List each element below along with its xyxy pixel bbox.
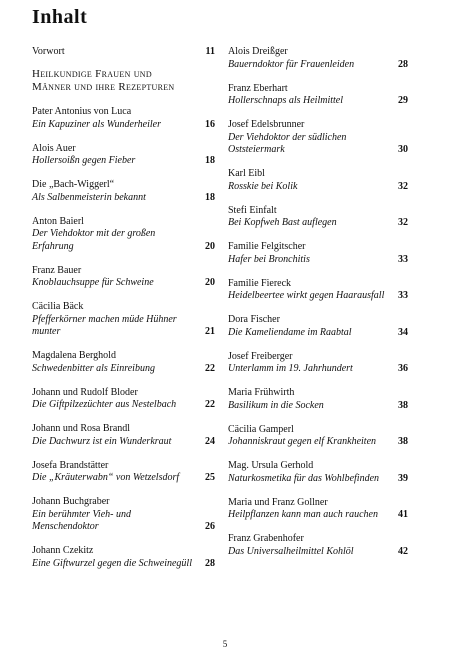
toc-entry-subtitle: Hafer bei Bronchitis: [228, 253, 310, 265]
toc-entry[interactable]: [32, 106, 215, 131]
section-heading: [32, 68, 215, 94]
toc-entry-subtitle: Die Kameliendame im Raabtal: [228, 326, 352, 338]
toc-entry-page: 16: [205, 118, 215, 130]
toc-entry-subtitle: Heilpflanzen kann man auch rauchen: [228, 509, 378, 520]
toc-entry-subtitle: Bauerndoktor für Frauenleiden: [228, 58, 355, 70]
toc-entry[interactable]: [32, 387, 215, 412]
toc-entry-page: 22: [205, 399, 215, 410]
toc-entry-page: 20: [205, 277, 215, 288]
toc-entry[interactable]: [32, 496, 215, 534]
toc-entry-page: 18: [205, 191, 215, 203]
toc-entry-subtitle: Knoblauchsuppe für Schweine: [32, 277, 154, 288]
toc-entry-page: 33: [398, 253, 408, 265]
toc-entry[interactable]: [228, 460, 408, 485]
toc-entry-author: Anton Baierl: [32, 215, 84, 227]
toc-entry-subtitle: Unterlamm im 19. Jahrhundert: [228, 363, 353, 374]
toc-entry[interactable]: [32, 143, 215, 168]
toc-right-column: [228, 46, 408, 570]
toc-entry-vorwort[interactable]: [32, 46, 215, 59]
toc-entry-author: Alois Auer: [32, 142, 76, 154]
toc-entry-subtitle: Bei Kopfweh Bast auflegen: [228, 217, 337, 228]
toc-entry-author: Stefi Einfalt: [228, 204, 277, 216]
toc-entry-author: Franz Grabenhofer: [228, 533, 304, 544]
toc-entry-page: 32: [398, 217, 408, 228]
toc-entry-author: Karl Eibl: [228, 168, 265, 179]
toc-entry-subtitle: Die Giftpilzezüchter aus Nestelbach: [32, 399, 177, 410]
toc-entry-subtitle: Die Dachwurz ist ein Wunderkraut: [32, 435, 172, 447]
toc-entry-author: Johann und Rudolf Bloder: [32, 386, 138, 398]
toc-entry-subtitle: Die „Kräuterwabn“ von Wetzelsdorf: [32, 472, 180, 483]
toc-entry-page: 38: [398, 436, 408, 447]
toc-entry-subtitle: Schwedenbitter als Einreibung: [32, 362, 155, 374]
toc-entry-author: Familie Fiereck: [228, 277, 292, 289]
toc-entry-page: 38: [398, 399, 408, 411]
toc-entry[interactable]: [228, 533, 408, 558]
toc-entry[interactable]: [32, 350, 215, 375]
section-heading-line-1: Heilkundige Frauen und: [32, 68, 152, 80]
toc-entry-subtitle: Heidelbeertee wirkt gegen Haarausfall: [228, 290, 385, 301]
toc-entry-subtitle: Hollersoißn gegen Fieber: [32, 155, 136, 166]
toc-entry-author: Josefa Brandstätter: [32, 459, 109, 471]
toc-entry-page: 33: [398, 290, 408, 301]
toc-entry-subtitle: Der Viehdoktor der südlichen Oststeiermark: [228, 131, 347, 155]
toc-entry-author: Die „Bach-Wiggerl“: [32, 179, 115, 190]
toc-entry-author: Pater Antonius von Luca: [32, 106, 132, 117]
toc-entry[interactable]: [32, 216, 215, 254]
toc-entry-page: 39: [398, 472, 408, 484]
page-number: 5: [222, 639, 228, 649]
toc-entry-author: Dora Fischer: [228, 314, 280, 325]
toc-entry[interactable]: [228, 314, 408, 339]
toc-entry-page: 29: [398, 95, 408, 106]
toc-entry[interactable]: [228, 497, 408, 522]
toc-entry-subtitle: Ein berühmter Vieh- und Menschendoktor: [32, 508, 131, 532]
toc-entry[interactable]: [228, 83, 408, 108]
toc-entry-author: Familie Felgitscher: [228, 241, 306, 252]
toc-entry-page: 28: [205, 557, 215, 569]
toc-entry-author: Mag. Ursula Gerhold: [228, 460, 314, 471]
toc-entry-author: Josef Edelsbrunner: [228, 119, 305, 130]
toc-entry-page: 18: [205, 155, 215, 166]
toc-entry-subtitle: Eine Giftwurzel gegen die Schweinegüll: [32, 557, 192, 569]
toc-entry-page: 22: [205, 362, 215, 374]
toc-entry[interactable]: [32, 179, 215, 204]
toc-entry[interactable]: [32, 460, 215, 485]
toc-entry[interactable]: [228, 424, 408, 449]
section-heading-line-2: Männer und ihre Rezepturen: [32, 81, 175, 93]
toc-entry-page: 20: [205, 240, 215, 252]
toc-left-column: [32, 46, 215, 582]
toc-entry-author: Johann und Rosa Brandl: [32, 423, 131, 434]
toc-entry-subtitle: Hollerschnaps als Heilmittel: [228, 95, 343, 106]
toc-entry-author: Josef Freiberger: [228, 350, 293, 362]
toc-entry-subtitle: Der Viehdoktor mit der großen Erfahrung: [32, 228, 156, 252]
toc-entry-author: Franz Eberhart: [228, 82, 288, 94]
page-title: Inhalt: [32, 6, 88, 28]
toc-entry-subtitle: Als Salbenmeisterin bekannt: [32, 191, 146, 203]
toc-entry-page: 28: [398, 58, 408, 70]
toc-entry-subtitle: Basilikum in die Socken: [228, 399, 324, 411]
toc-entry-author: Magdalena Berghold: [32, 350, 116, 361]
toc-entry-label: Vorwort: [32, 46, 65, 57]
toc-entry[interactable]: [228, 205, 408, 230]
toc-entry-subtitle: Ein Kapuziner als Wunderheiler: [32, 118, 161, 130]
toc-entry[interactable]: [228, 241, 408, 266]
toc-entry[interactable]: [32, 265, 215, 290]
toc-entry-page: 32: [398, 180, 408, 192]
toc-entry-author: Cäcilia Bäck: [32, 301, 84, 312]
toc-entry-author: Alois Dreißger: [228, 46, 288, 57]
toc-entry-author: Maria und Franz Gollner: [228, 496, 328, 508]
toc-entry-subtitle: Naturkosmetika für das Wohlbefinden: [228, 472, 380, 484]
toc-entry[interactable]: [32, 423, 215, 448]
toc-entry-subtitle: Pfefferkörner machen müde Hühner munter: [32, 313, 177, 337]
toc-entry-subtitle: Das Universalheilmittel Kohlöl: [228, 545, 354, 557]
toc-entry-page: 25: [205, 472, 215, 483]
toc-entry-page: 42: [398, 545, 408, 557]
toc-entry-author: Franz Bauer: [32, 264, 82, 276]
toc-entry-author: Johann Buchgraber: [32, 496, 110, 507]
toc-entry-page: 26: [205, 521, 215, 532]
toc-entry[interactable]: [228, 46, 408, 71]
toc-entry-page: 34: [398, 326, 408, 338]
toc-entry-author: Cäcilia Gamperl: [228, 423, 294, 435]
toc-entry-page: 30: [398, 144, 408, 155]
toc-entry[interactable]: [228, 351, 408, 376]
toc-entry-page: 24: [205, 435, 215, 447]
toc-entry-page: 11: [205, 46, 215, 57]
toc-entry[interactable]: [228, 168, 408, 193]
toc-entry-subtitle: Johanniskraut gegen elf Krankheiten: [228, 436, 377, 447]
toc-entry[interactable]: [32, 301, 215, 339]
toc-entry-page: 41: [398, 509, 408, 520]
toc-entry-page: 21: [205, 326, 215, 337]
toc-entry[interactable]: [228, 119, 408, 157]
toc-entry-page: 36: [398, 363, 408, 374]
toc-entry[interactable]: [228, 278, 408, 303]
toc-entry-subtitle: Rosskie bei Kolik: [228, 180, 298, 192]
toc-entry-author: Johann Czekitz: [32, 545, 94, 556]
toc-entry-author: Maria Frühwirth: [228, 387, 295, 398]
toc-entry[interactable]: [228, 387, 408, 412]
toc-entry[interactable]: [32, 545, 215, 570]
